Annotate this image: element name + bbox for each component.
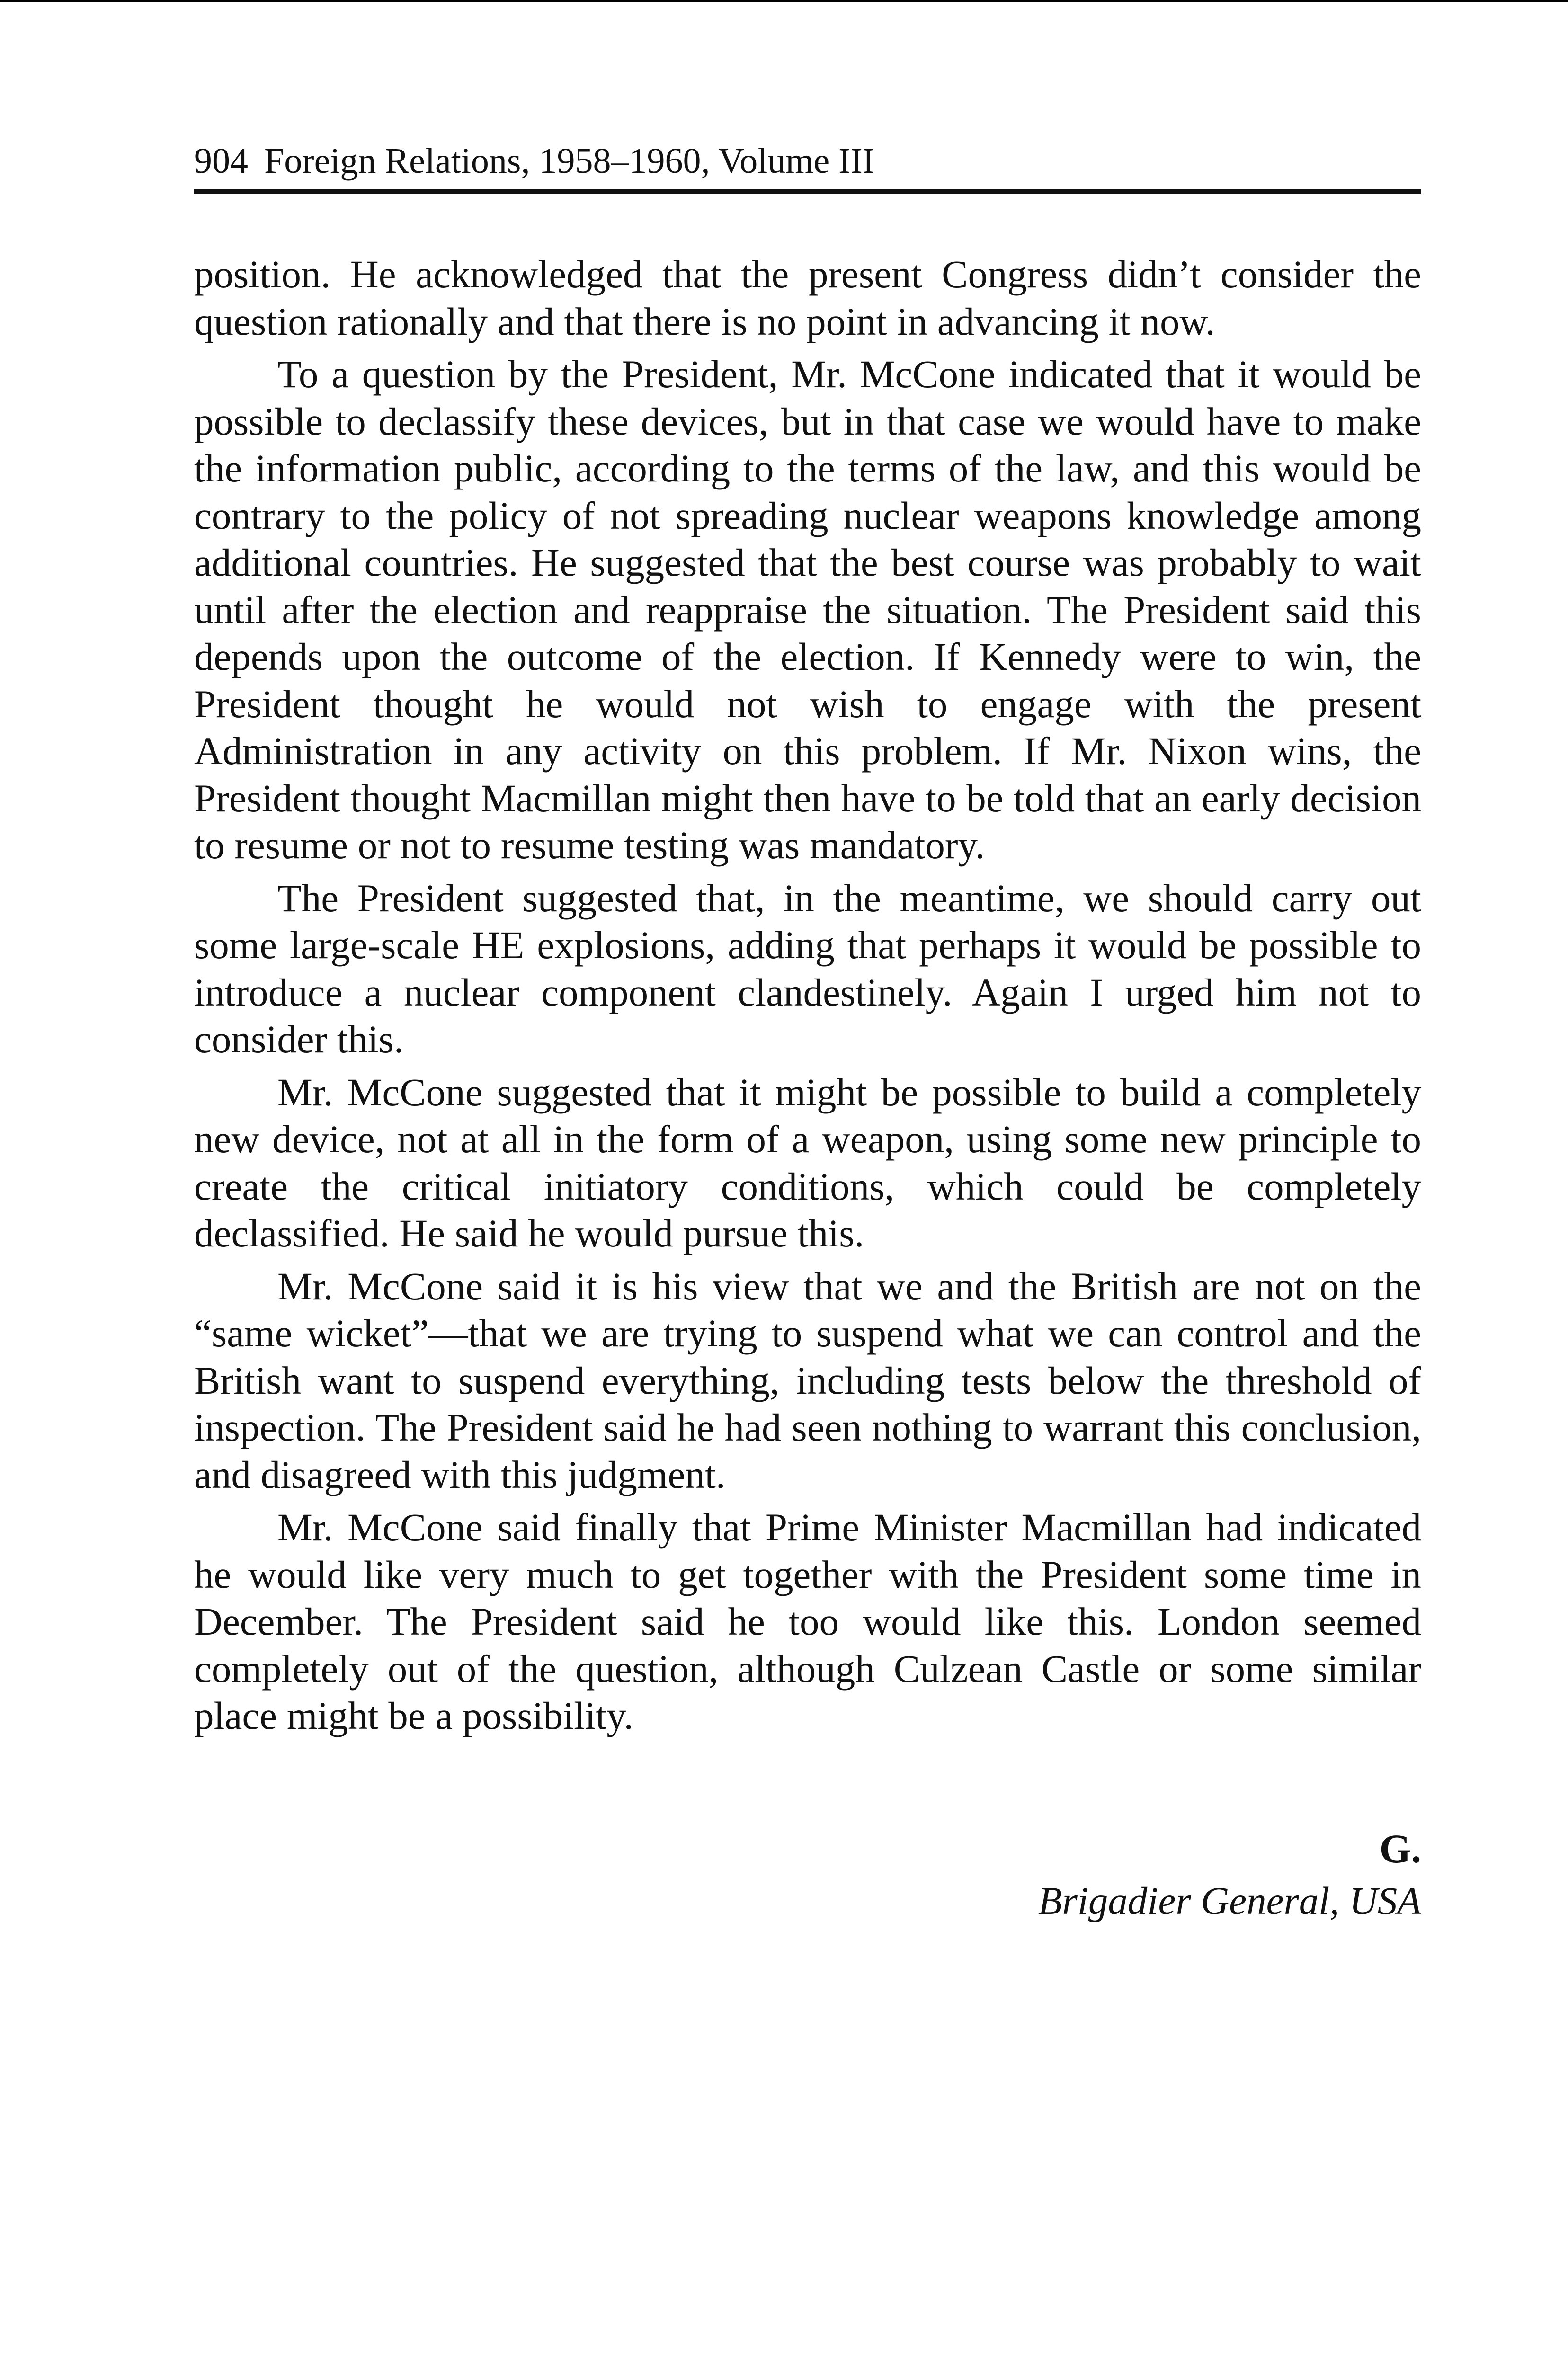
signature-title: Brigadier General, USA [1038,1879,1421,1922]
paragraph: Mr. McCone said finally that Prime Minister Macmillan had indicated he would like very much to get together with the President some time in December. The President said he too would like this. London seemed completely out of the question, although Culzean Castle or some similar place might be a possibility. [194,1505,1421,1737]
signature-block [852,1823,1421,1927]
page-number: 904 [194,141,248,181]
document-body [194,251,1421,1745]
paragraph: Mr. McCone suggested that it might be possible to build a completely new device, not at all in the form of a weapon, using some new principle to create the critical initiatory conditions, which could be completely declassified. He said he would pursue this. [194,1070,1421,1255]
paragraph: The President suggested that, in the meantime, we should carry out some large-scale HE explosions, adding that perhaps it would be possible to introduce a nuclear component clandestinely. Again I urged him not to consider this. [194,876,1421,1061]
running-header [194,137,1421,185]
paragraph: Mr. McCone said it is his view that we and the British are not on the “same wicket”—that we are trying to suspend what we can control and the British want to suspend everything, including tests below the threshold of inspection. The President said he had seen nothing to warrant this conclusion, and disagreed with this judgment. [194,1264,1421,1496]
paragraph-continuation: position. He acknowledged that the present Congress didn’t consider the question rationally and that there is no point in advancing it now. [194,252,1421,343]
running-title: Foreign Relations, 1958–1960, Volume III [264,141,875,181]
scan-top-edge [0,0,1568,2]
header-rule [194,189,1421,194]
paragraph: To a question by the President, Mr. McCone indicated that it would be possible to declassify these devices, but in that case we would have to make the information public, according to the terms of the law, and this would be contrary to the policy of not spreading nuclear weapons knowledge among additional countries. He suggested that the best course was probably to wait until after the election and reappraise the situation. The President said this depends upon the outcome of the election. If Kennedy were to win, the President thought he would not wish to engage with the present Administration in any activity on this problem. If Mr. Nixon wins, the President thought Macmillan might then have to be told that an early decision to resume or not to resume testing was mandatory. [194,352,1421,867]
signature-initial: G. [1379,1826,1421,1871]
